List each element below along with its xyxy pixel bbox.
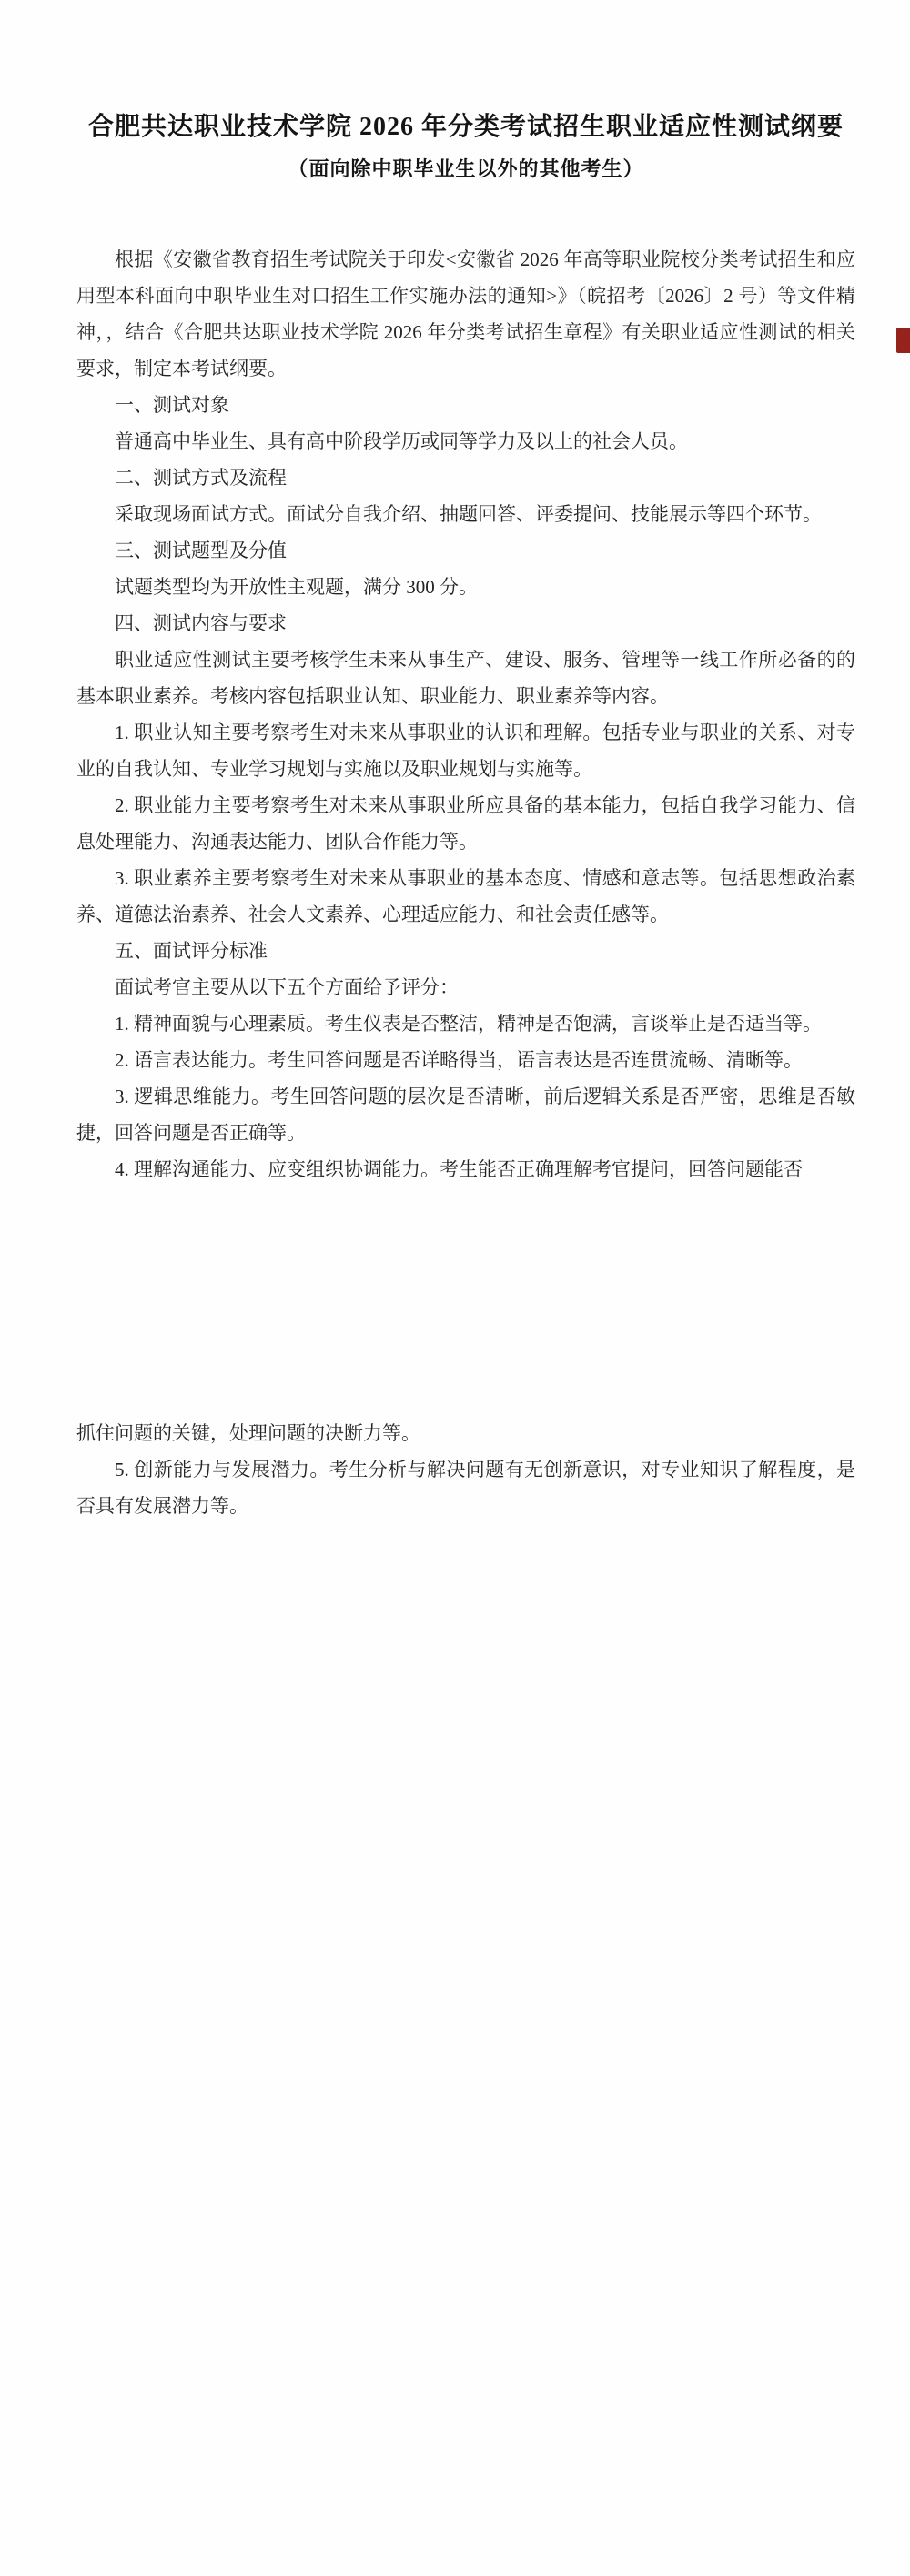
title-line-2: （面向除中职毕业生以外的其他考生） — [288, 157, 644, 180]
paragraph: 2. 职业能力主要考察考生对未来从事职业所应具备的基本能力，包括自我学习能力、信息处理能力、沟通表达能力、团队合作能力等。 — [76, 794, 855, 853]
section-heading: 四、测试内容与要求 — [115, 612, 287, 634]
section-heading: 五、面试评分标准 — [115, 940, 268, 962]
paragraph: 普通高中毕业生、具有高中阶段学历或同等学力及以上的社会人员。 — [115, 430, 688, 452]
paragraph: 4. 理解沟通能力、应变组织协调能力。考生能否正确理解考官提问，回答问题能否 — [115, 1158, 803, 1180]
document-body — [76, 241, 855, 1524]
paragraph: 抓住问题的关键，处理问题的决断力等。 — [76, 1422, 420, 1444]
document-title — [76, 0, 855, 189]
title-line-1: 合肥共达职业技术学院 2026 年分类考试招生职业适应性测试纲要 — [87, 113, 844, 141]
section-heading: 二、测试方式及流程 — [115, 467, 287, 489]
paragraph: 职业适应性测试主要考核学生未来从事生产、建设、服务、管理等一线工作所必备的的基本职业素养。考核内容包括职业认知、职业能力、职业素养等内容。 — [76, 649, 855, 707]
paragraph: 采取现场面试方式。面试分自我介绍、抽题回答、评委提问、技能展示等四个环节。 — [115, 503, 822, 525]
paragraph: 面试考官主要从以下五个方面给予评分： — [115, 976, 459, 998]
paragraph: 3. 职业素养主要考察考生对未来从事职业的基本态度、情感和意志等。包括思想政治素养、道德法治素养、社会人文素养、心理适应能力、和社会责任感等。 — [76, 867, 855, 925]
paragraph: 根据《安徽省教育招生考试院关于印发<安徽省 2026 年高等职业院校分类考试招生和应用型本科面向中职毕业生对口招生工作实施办法的通知>》（皖招考〔2026〕2 号）等文件精神，，结合《合肥共达职业技术学院 2026 年分类考试招生章程》有关职业适应性测试的相关要求，制定本考试纲要。 — [76, 248, 855, 379]
section-heading: 三、测试题型及分值 — [115, 540, 287, 561]
paragraph: 3. 逻辑思维能力。考生回答问题的层次是否清晰，前后逻辑关系是否严密，思维是否敏捷，回答问题是否正确等。 — [76, 1086, 855, 1144]
paragraph: 1. 精神面貌与心理素质。考生仪表是否整洁，精神是否饱满，言谈举止是否适当等。 — [115, 1013, 822, 1035]
document-content — [76, 0, 855, 1524]
paragraph: 试题类型均为开放性主观题，满分 300 分。 — [115, 576, 478, 598]
red-edge-artifact — [896, 328, 910, 353]
section-heading: 一、测试对象 — [115, 394, 229, 416]
paragraph: 2. 语言表达能力。考生回答问题是否详略得当，语言表达是否连贯流畅、清晰等。 — [115, 1049, 803, 1071]
paragraph: 5. 创新能力与发展潜力。考生分析与解决问题有无创新意识，对专业知识了解程度，是否具有发展潜力等。 — [76, 1459, 855, 1517]
paragraph: 1. 职业认知主要考察考生对未来从事职业的认识和理解。包括专业与职业的关系、对专业的自我认知、专业学习规划与实施以及职业规划与实施等。 — [76, 722, 855, 780]
